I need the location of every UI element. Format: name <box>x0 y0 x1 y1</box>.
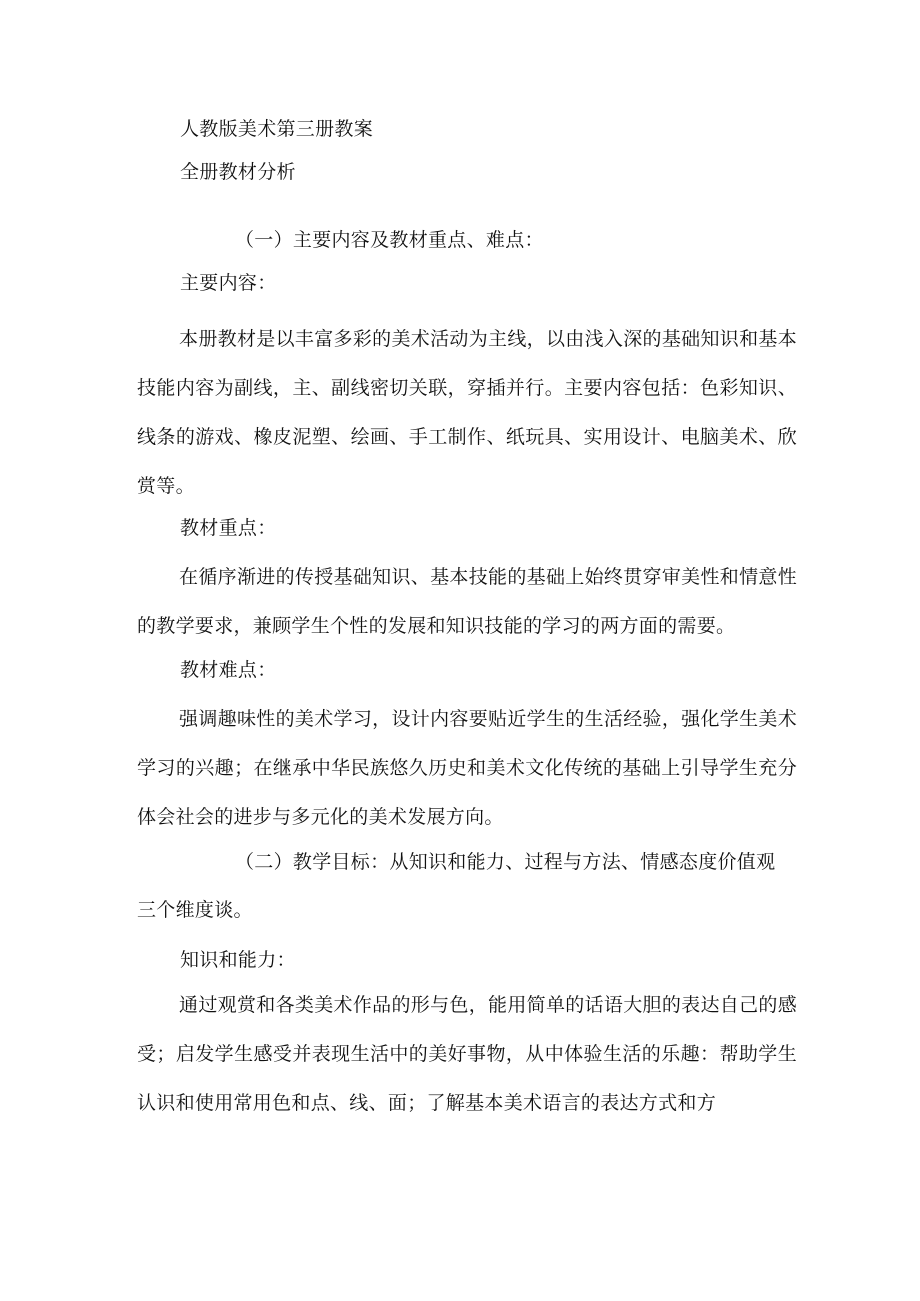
main-content-paragraph: 本册教材是以丰富多彩的美术活动为主线，以由浅入深的基础知识和基本技能内容为副线，主、副线密切关联，穿插并行。主要内容包括：色彩知识、线条的游戏、橡皮泥塑、绘画、手工制作、纸玩具、实用设计、电脑美术、欣赏等。 <box>137 328 797 497</box>
difficulties-label: 教材难点： <box>180 659 277 681</box>
document-title: 人教版美术第三册教案 <box>180 118 374 140</box>
document-subtitle: 全册教材分析 <box>180 161 296 183</box>
key-points-label: 教材重点： <box>180 517 277 539</box>
section1-heading: （一）主要内容及教材重点、难点： <box>235 229 544 251</box>
difficulties-paragraph: 强调趣味性的美术学习，设计内容要贴近学生的生活经验，强化学生美术学习的兴趣；在继承中华民族悠久历史和美术文化传统的基础上引导学生充分体会社会的进步与多元化的美术发展方向。 <box>137 708 797 828</box>
main-content-label: 主要内容： <box>180 272 277 294</box>
knowledge-label: 知识和能力： <box>180 949 296 971</box>
section2-heading-continuation: 三个维度谈。 <box>137 899 253 921</box>
knowledge-paragraph: 通过观赏和各类美术作品的形与色，能用简单的话语大胆的表达自己的感受；启发学生感受并表现生活中的美好事物，从中体验生活的乐趣：帮助学生认识和使用常用色和点、线、面；了解基本美术语言的表达方式和方 <box>137 994 797 1114</box>
section2-heading: （二）教学目标：从知识和能力、过程与方法、情感态度价值观 <box>235 851 776 873</box>
key-points-paragraph: 在循序渐进的传授基础知识、基本技能的基础上始终贯穿审美性和情意性的教学要求，兼顾学生个性的发展和知识技能的学习的两方面的需要。 <box>137 566 797 637</box>
